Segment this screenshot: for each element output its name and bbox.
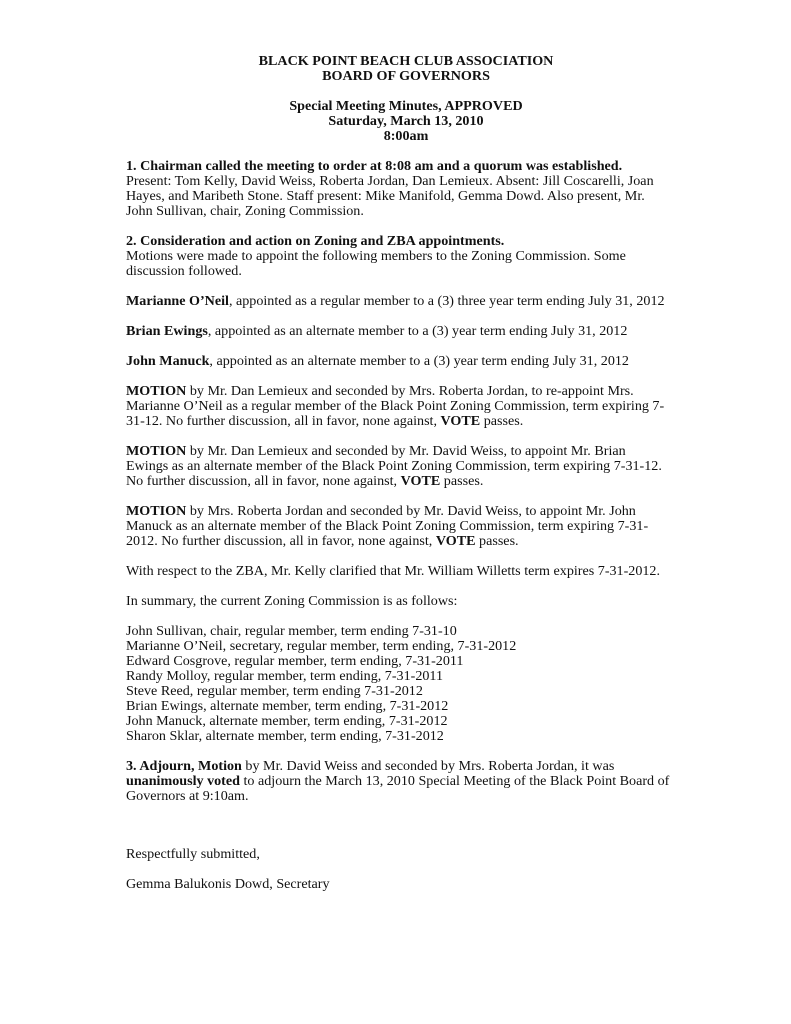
member-line: Edward Cosgrove, regular member, term ending, 7-31-2011 <box>126 653 464 669</box>
board-title: BOARD OF GOVERNORS <box>322 68 490 84</box>
appointment-marianne: Marianne O’Neil, appointed as a regular member to a (3) three year term ending July 31, 2012 <box>126 293 665 309</box>
summary-intro: In summary, the current Zoning Commission is as follows: <box>126 593 458 609</box>
zba-note: With respect to the ZBA, Mr. Kelly clarified that Mr. William Willetts term expires 7-31-2012. <box>126 563 661 579</box>
section2-intro-line: Motions were made to appoint the following members to the Zoning Commission. Some <box>126 248 626 264</box>
appointee-name: John Manuck <box>126 353 210 369</box>
minutes-body <box>126 54 686 892</box>
meeting-title: Special Meeting Minutes, APPROVED <box>289 98 523 114</box>
member-line: Randy Molloy, regular member, term ending, 7-31-2011 <box>126 668 443 684</box>
section1-heading: 1. Chairman called the meeting to order at 8:08 am and a quorum was established. <box>126 158 623 174</box>
motion-label: MOTION <box>126 383 187 399</box>
member-line: John Sullivan, chair, regular member, term ending 7-31-10 <box>126 623 457 639</box>
member-line: Brian Ewings, alternate member, term ending, 7-31-2012 <box>126 698 449 714</box>
motion-label: MOTION <box>126 443 187 459</box>
closing-regards: Respectfully submitted, <box>126 846 260 862</box>
section3-adjourn: 3. Adjourn, Motion by Mr. David Weiss and seconded by Mrs. Roberta Jordan, it was unanimously voted to adjourn the March 13, 2010 Special Meeting of the Black Point Board of Governors at 9:10am. <box>126 758 670 804</box>
member-line: John Manuck, alternate member, term ending, 7-31-2012 <box>126 713 448 729</box>
section3-heading: 3. Adjourn, Motion <box>126 758 242 774</box>
motion-2: MOTION by Mr. Dan Lemieux and seconded by Mr. David Weiss, to appoint Mr. Brian Ewings as an alternate member of the Black Point Zoning Commission, term expiring 7-31-12. No further discussion, all in favor, none against, VOTE passes. <box>126 443 662 489</box>
vote-label: VOTE <box>435 533 476 549</box>
motion-label: MOTION <box>126 503 187 519</box>
member-line: Sharon Sklar, alternate member, term ending, 7-31-2012 <box>126 728 444 744</box>
commission-member-list <box>126 624 686 744</box>
appointee-name: Marianne O’Neil <box>126 293 229 309</box>
meeting-date: Saturday, March 13, 2010 <box>328 113 484 129</box>
member-line: Steve Reed, regular member, term ending 7-31-2012 <box>126 683 423 699</box>
vote-label: VOTE <box>440 413 481 429</box>
unanimous-vote: unanimously voted <box>126 773 240 789</box>
org-title: BLACK POINT BEACH CLUB ASSOCIATION <box>258 53 554 69</box>
meeting-time: 8:00am <box>383 128 429 144</box>
member-line: Marianne O’Neil, secretary, regular member, term ending, 7-31-2012 <box>126 638 517 654</box>
section1-line: Present: Tom Kelly, David Weiss, Roberta Jordan, Dan Lemieux. Absent: Jill Coscarelli, Joan <box>126 173 654 189</box>
appointee-name: Brian Ewings <box>126 323 208 339</box>
section2-intro-line: discussion followed. <box>126 263 242 279</box>
section1-line: Hayes, and Maribeth Stone. Staff present: Mike Manifold, Gemma Dowd. Also present, Mr. <box>126 188 645 204</box>
signature: Gemma Balukonis Dowd, Secretary <box>126 876 330 892</box>
appointment-john: John Manuck, appointed as an alternate member to a (3) year term ending July 31, 2012 <box>126 353 629 369</box>
section1-line: John Sullivan, chair, Zoning Commission. <box>126 203 364 219</box>
section2-heading: 2. Consideration and action on Zoning and ZBA appointments. <box>126 233 505 249</box>
vote-label: VOTE <box>400 473 441 489</box>
appointment-brian: Brian Ewings, appointed as an alternate member to a (3) year term ending July 31, 2012 <box>126 323 628 339</box>
motion-3: MOTION by Mrs. Roberta Jordan and seconded by Mr. David Weiss, to appoint Mr. John Manuck as an alternate member of the Black Point Zoning Commission, term expiring 7-31- 2012. No further discussion, all in favor, none against, VOTE passes. <box>126 503 649 549</box>
motion-1: MOTION by Mr. Dan Lemieux and seconded by Mrs. Roberta Jordan, to re-appoint Mrs. Marianne O’Neil as a regular member of the Black Point Zoning Commission, term expiring 7- 31-12. No further discussion, all in favor, none against, VOTE passes. <box>126 383 665 429</box>
